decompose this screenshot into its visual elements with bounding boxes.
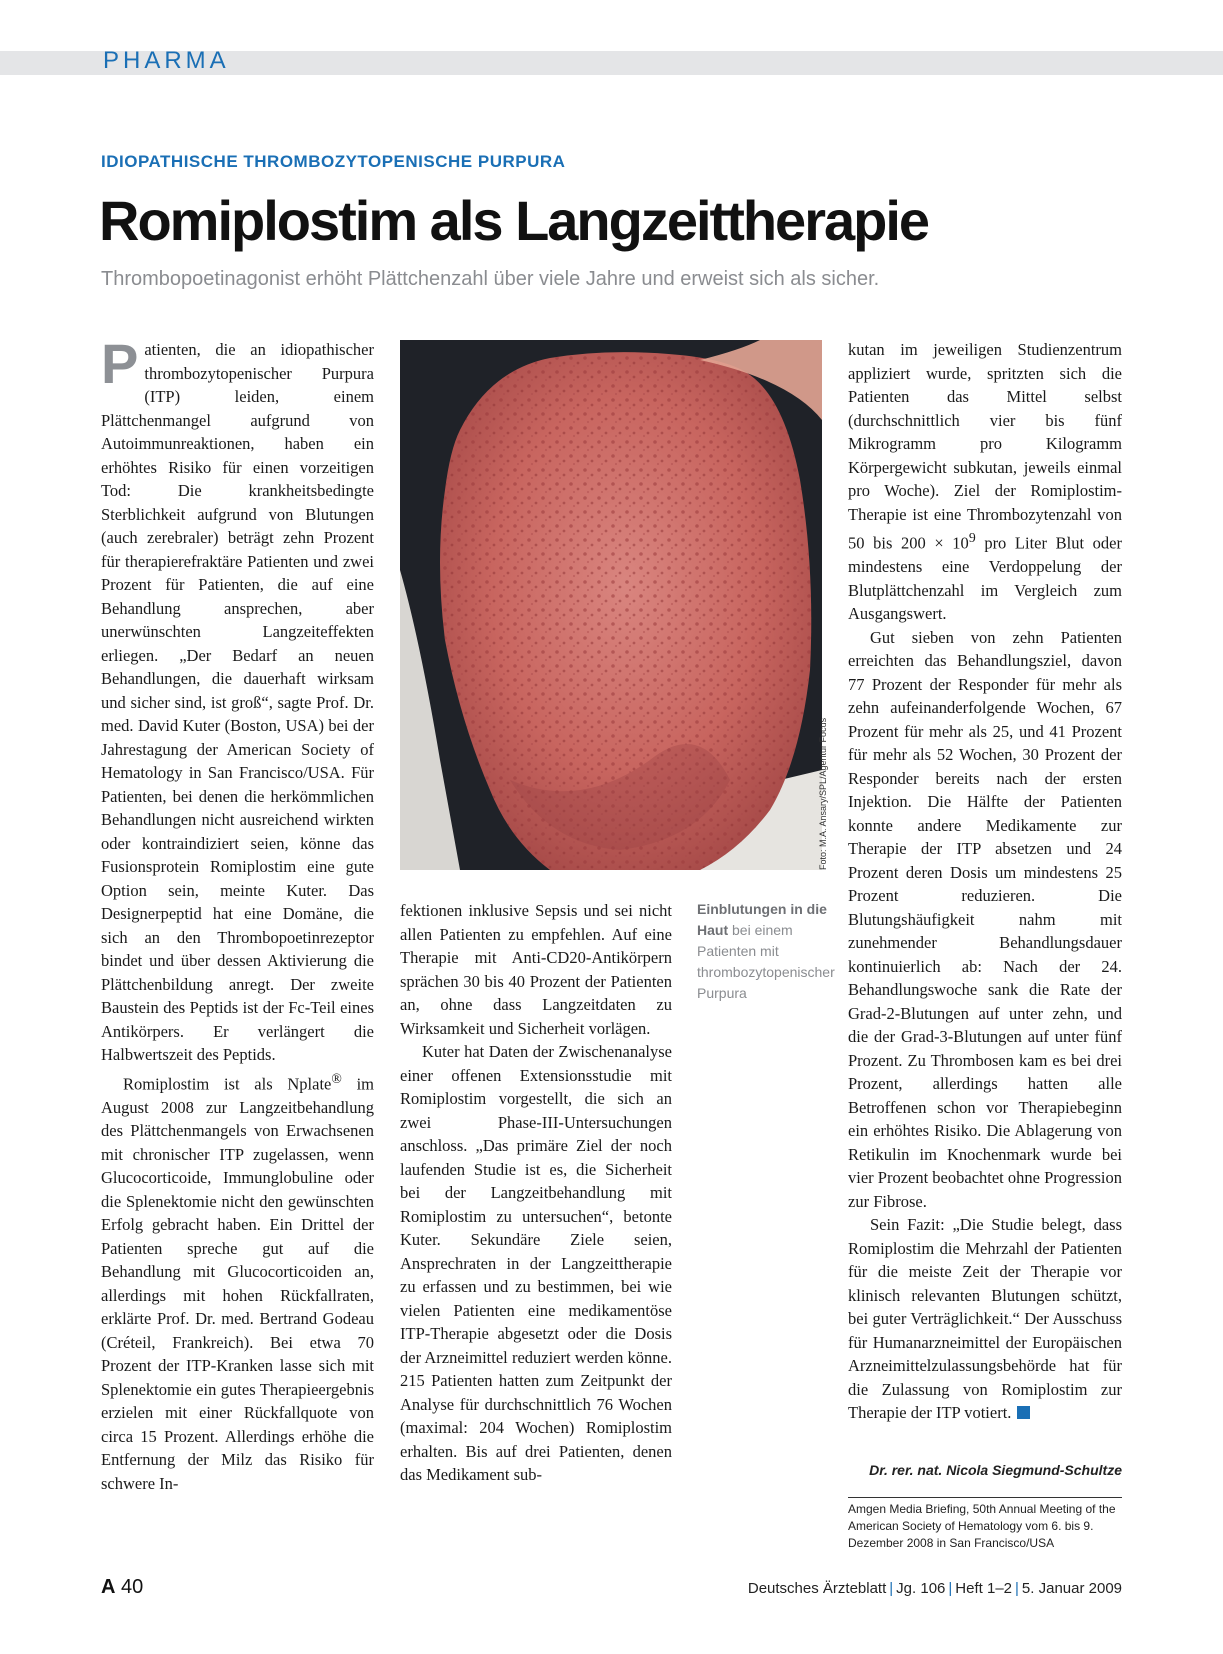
text-column-1 — [101, 332, 374, 1495]
source-note: Amgen Media Briefing, 50th Annual Meeting of the American Society of Hematology vom 6. bis 9. Dezember 2008 in San Francisco/USA — [848, 1502, 1116, 1550]
footer-separator: | — [948, 1580, 953, 1597]
paragraph — [101, 332, 374, 1067]
paragraph: Kuter hat Daten der Zwischenanalyse einer offenen Extensionsstudie mit Romiplostim vorgestellt, die sich an zwei Phase-III-Untersuchungen anschloss. „Das primäre Ziel der noch laufenden Studie ist es, die Sicherheit bei der Langzeitbehandlung mit Romiplostim zu untersuchen“, betonte Kuter. Sekundäre Ziele seien, Ansprechraten in der Langzeittherapie zu erfassen und zu bestimmen, bei wie vielen Patienten eine medikamentöse ITP-Therapie abgesetzt oder die Dosis der Arzneimittel reduziert werden könne. 215 Patienten hatten zum Zeitpunkt der Analyse für durchschnittlich 76 Wochen (maximal: 204 Wochen) Romiplostim erhalten. Bis auf drei Patienten, denen das Medikament sub- — [400, 1042, 672, 1484]
photo-credit: Foto: M.A. Ansary/SPL/Agentur Focus — [818, 717, 828, 870]
footer-separator: | — [1015, 1580, 1019, 1597]
article-title: Romiplostim als Langzeittherapie — [99, 189, 929, 252]
paragraph — [848, 1213, 1122, 1425]
exponent: 9 — [968, 530, 976, 545]
caption-text: bei einem Patienten mit thrombozytopenischer Purpura — [697, 922, 835, 1001]
journal-volume: Jg. 106 — [896, 1580, 946, 1597]
journal-issue: Heft 1–2 — [955, 1580, 1013, 1597]
paragraph-text: Sein Fazit: „Die Studie belegt, dass Romiplostim die Mehrzahl der Patienten für die meiste Zeit der Therapie vor klinisch relevanten Blutungen schützt, bei guter Verträglichkeit.“ Der Ausschuss für Humanarzneimittel der Europäischen Arzneimittelzulassungsbehörde hat für die Zulassung von Romiplostim zur Therapie der ITP votiert. — [848, 1215, 1122, 1422]
paragraph: fektionen inklusive Sepsis und sei nicht allen Patienten zu empfehlen. Auf eine Therapie mit Anti-CD20-Antikörpern sprächen 30 bis 40 Prozent der Patienten an, ohne dass Langzeitdaten zu Wirksamkeit und Sicherheit vorlägen. — [400, 901, 672, 1038]
journal-date: 5. Januar 2009 — [1021, 1580, 1122, 1597]
footer-separator: | — [889, 1580, 894, 1597]
footer-citation — [748, 1580, 1122, 1597]
page-number-value: 40 — [121, 1576, 144, 1598]
source-divider — [848, 1497, 1122, 1498]
paragraph-text: kutan im jeweiligen Studienzentrum appliziert wurde, spritzten sich die Patienten das Mittel selbst (durchschnittlich vier bis fünf Mikrogramm pro Kilogramm Körpergewicht subkutan, jeweils einmal pro Woche). Ziel der Romiplostim-Therapie ist eine Thrombozytenzahl von 50 bis 200 × 10 — [848, 340, 1122, 553]
text-column-2 — [400, 899, 672, 1487]
paragraph — [101, 1067, 374, 1496]
caption-lead: Einblutungen in die Haut — [697, 901, 827, 938]
journal-name: Deutsches Ärzteblatt — [747, 1580, 887, 1597]
paragraph-text: Romiplostim ist als Nplate — [123, 1074, 332, 1093]
page-prefix: A — [101, 1576, 116, 1598]
author-byline: Dr. rer. nat. Nicola Siegmund-Schultze — [869, 1462, 1122, 1478]
photo-caption — [697, 899, 837, 1004]
paragraph-text: atienten, die an idiopathischer thrombozytopenischer Purpura (ITP) leiden, einem Plättchenmangel aufgrund von Autoimmunreaktionen, haben ein erhöhtes Risiko für einen vorzeitigen Tod: Die krankheitsbedingte Sterblichkeit aufgrund von Blutungen (auch zerebraler) beträgt zehn Prozent für therapierefraktäre Patienten und zwei Prozent für Patienten, die auf eine Behandlung ansprechen, aber unerwünschten Langzeiteffekten erliegen. „Der Bedarf an neuen Behandlungen, die dauerhaft wirksam und sicher sind, ist groß“, sagte Prof. Dr. med. David Kuter (Boston, USA) bei der Jahrestagung der American Society of Hematology in San Francisco/USA. Für Patienten, bei denen die herkömmlichen Behandlungen nicht ausreichend wirkten oder kontraindiziert seien, könne das Fusionsprotein Romiplostim eine gute Option sein, meinte Kuter. Das Designerpeptid hat eine Domäne, die sich an den Thrombopoetinrezeptor bindet und über dessen Aktivierung die Plättchenbildung anregt. Der zweite Baustein des Peptids ist der Fc-Teil eines Antikörpers. Er verlängert die Halbwertszeit des Peptids. — [101, 340, 374, 1064]
paragraph-text: pro Liter Blut oder mindestens eine Verdoppelung der Blutplättchenzahl im Vergleich zum Ausgangswert. — [848, 533, 1122, 623]
text-column-3 — [848, 338, 1122, 1425]
article-kicker: IDIOPATHISCHE THROMBOZYTOPENISCHE PURPURA — [101, 152, 566, 171]
section-label: PHARMA — [103, 47, 230, 74]
paragraph: Gut sieben von zehn Patienten erreichten das Behandlungsziel, davon 77 Prozent der Responder für mehr als zehn aufeinanderfolgende Wochen, 67 Prozent für mehr als 25, und 41 Prozent für mehr als 52 Wochen, 30 Prozent der Responder bereits nach der ersten Injektion. Die Hälfte der Patienten konnte andere Medikamente zur Therapie der ITP absetzen und 24 Prozent deren Dosis um mindestens 25 Prozent reduzieren. Die Blutungshäufigkeit nahm mit zunehmender Behandlungsdauer kontinuierlich ab: Nach der 24. Behandlungswoche sank die Rate der Grad-2-Blutungen auf unter zehn, und die der Grad-3-Blutungen auf unter fünf Prozent. Zu Thrombosen kam es bei drei Prozent, allerdings hatten alle Betroffenen schon vor Therapiebeginn ein erhöhtes Risiko. Die Ablagerung von Retikulin im Knochenmark wurde bei vier Prozent beobachtet ohne Progression zur Fibrose. — [848, 627, 1123, 1211]
paragraph-text: im August 2008 zur Langzeitbehandlung des Plättchenmangels von Erwachsenen mit chronischer ITP zugelassen, wenn Glucocorticoide, Immunglobuline oder die Splenektomie nicht den gewünschten Erfolg gebracht haben. Ein Drittel der Patienten spreche gut auf die Behandlung mit Glucocorticoiden an, allerdings mit hohen Rückfallraten, erklärte Prof. Dr. med. Bertrand Godeau (Créteil, Frankreich). Bei etwa 70 Prozent der ITP-Kranken lasse sich mit Splenektomie ein gutes Therapieergebnis erzielen mit einer Rückfallquote von circa 15 Prozent. Allerdings erhöhe die Entfernung der Milz das Risiko für schwere In- — [101, 1074, 374, 1493]
paragraph — [848, 338, 1122, 626]
article-subtitle: Thrombopoetinagonist erhöht Plättchenzahl über viele Jahre und erweist sich als sicher. — [101, 268, 880, 290]
page-number — [101, 1576, 143, 1599]
end-mark-icon — [1017, 1406, 1030, 1419]
drop-cap: P — [101, 332, 139, 395]
registered-mark: ® — [331, 1070, 342, 1086]
photo-purpura-back — [400, 340, 822, 870]
